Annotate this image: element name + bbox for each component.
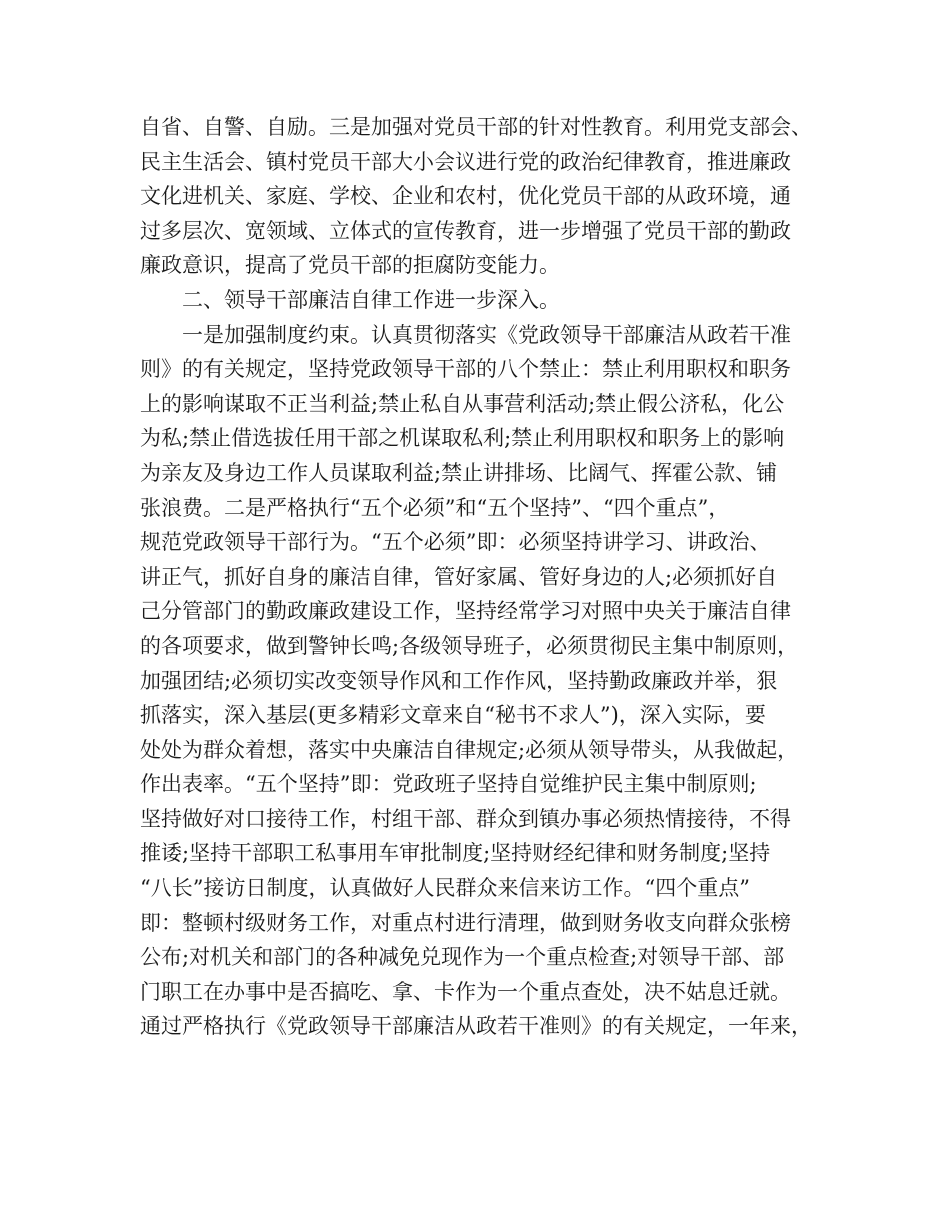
text-line: 为亲友及身边工作人员谋取利益;禁止讲排场、比阔气、挥霍公款、铺 [140,460,778,485]
text-line: 作出表率。“五个坚持”即：党政班子坚持自觉维护民主集中制原则; [140,772,757,797]
text-line: 张浪费。二是严格执行“五个必须”和“五个坚持”、“四个重点”， [140,495,730,520]
text-line: 通过严格执行《党政领导干部廉洁从政若干准则》的有关规定，一年来， [140,1014,812,1039]
text-line: 的各项要求，做到警钟长鸣;各级领导班子，必须贯彻民主集中制原则， [140,633,799,658]
text-line: 过多层次、宽领域、立体式的宣传教育，进一步增强了党员干部的勤政 [140,218,791,243]
text-line: 即：整顿村级财务工作，对重点村进行清理，做到财务收支向群众张榜 [140,910,791,935]
text-line: 自省、自警、自励。三是加强对党员干部的针对性教育。利用党支部会、 [140,115,812,139]
text-line: 推诿;坚持干部职工私事用车审批制度;坚持财经纪律和财务制度;坚持 [140,841,771,866]
text-line: 文化进机关、家庭、学校、企业和农村，优化党员干部的从政环境，通 [140,184,791,209]
paragraph-first-line: 二、领导干部廉洁自律工作进一步深入。 [182,287,560,312]
document-body [140,110,830,1044]
text-line: 为私;禁止借选拔任用干部之机谋取私利;禁止利用职权和职务上的影响 [140,426,785,451]
text-line: 坚持做好对口接待工作，村组干部、群众到镇办事必须热情接待，不得 [140,806,791,831]
text-line: 讲正气，抓好自身的廉洁自律，管好家属、管好身边的人;必须抓好自 [140,564,778,589]
text-line: 抓落实，深入基层(更多精彩文章来自“秘书不求人”)，深入实际，要 [140,703,766,728]
text-line: 上的影响谋取不正当利益;禁止私自从事营利活动;禁止假公济私，化公 [140,391,785,416]
text-line: 处处为群众着想，落实中央廉洁自律规定;必须从领导带头，从我做起， [140,737,799,762]
text-line: 民主生活会、镇村党员干部大小会议进行党的政治纪律教育，推进廉政 [140,149,791,174]
text-line: 廉政意识，提高了党员干部的拒腐防变能力。 [140,253,560,278]
paragraph-first-line: 一是加强制度约束。认真贯彻落实《党政领导干部廉洁从政若干准 [182,322,791,347]
text-line: 加强团结;必须切实改变领导作风和工作作风，坚持勤政廉政并举，狠 [140,668,778,693]
text-line: 则》的有关规定，坚持党政领导干部的八个禁止：禁止利用职权和职务 [140,357,791,382]
text-line: 公布;对机关和部门的各种减免兑现作为一个重点检查;对领导干部、部 [140,945,785,970]
text-line: 规范党政领导干部行为。“五个必须”即：必须坚持讲学习、讲政治、 [140,530,771,555]
text-line: 门职工在办事中是否搞吃、拿、卡作为一个重点查处，决不姑息迁就。 [140,979,791,1004]
text-line: “八长”接访日制度，认真做好人民群众来信来访工作。“四个重点” [140,876,750,901]
text-line: 己分管部门的勤政廉政建设工作，坚持经常学习对照中央关于廉洁自律 [140,599,791,624]
